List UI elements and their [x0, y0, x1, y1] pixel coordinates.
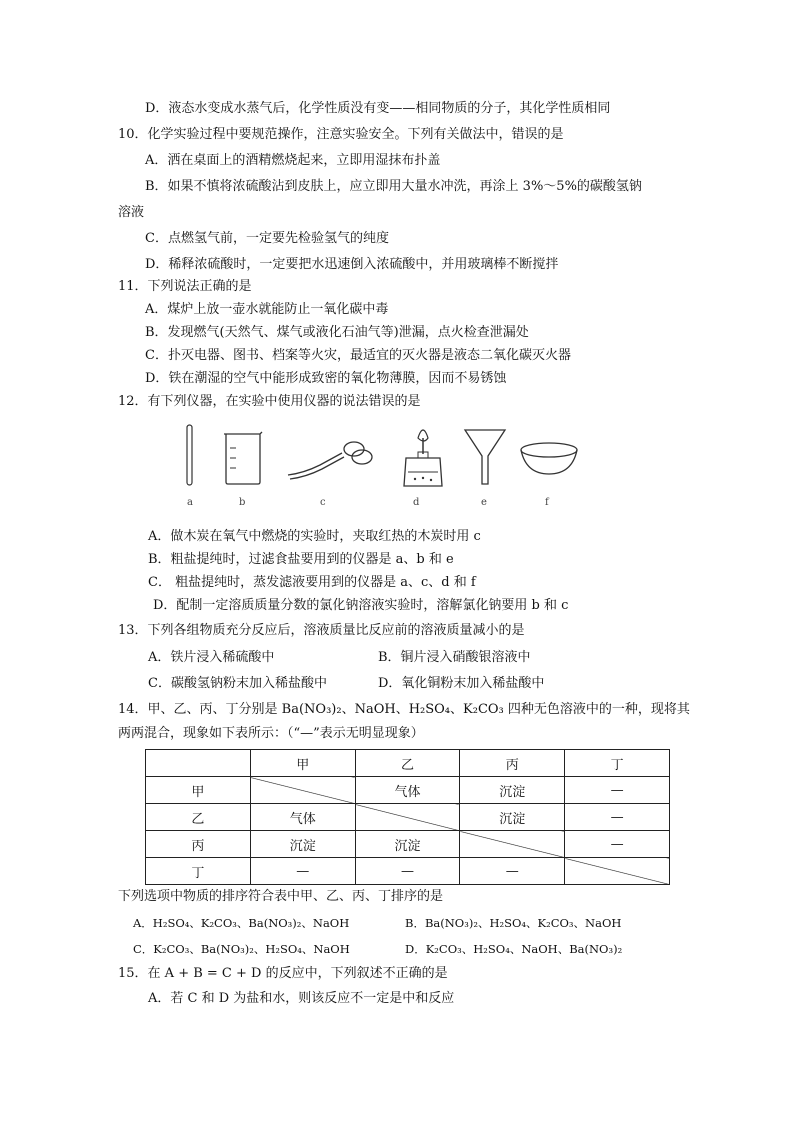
apparatus-label: c	[320, 497, 326, 508]
q12-option-d: D．配制一定溶质质量分数的氯化钠溶液实验时，溶解氯化钠要用 b 和 c	[153, 598, 569, 613]
q12-stem: 12．有下列仪器，在实验中使用仪器的说法错误的是	[118, 394, 421, 409]
diagonal-cell	[460, 831, 565, 858]
mixing-results-table	[145, 749, 670, 885]
beaker-icon	[218, 430, 268, 486]
glass-rod-icon	[180, 423, 200, 489]
q12-option-a: A．做木炭在氧气中燃烧的实验时，夹取红热的木炭时用 c	[148, 529, 481, 544]
q13-option-a: A．铁片浸入稀硫酸中	[148, 650, 275, 665]
diagonal-cell	[355, 804, 460, 831]
q10-option-b-cont: 溶液	[118, 205, 145, 220]
q14-option-c: C．K₂CO₃、Ba(NO₃)₂、H₂SO₄、NaOH	[133, 942, 350, 956]
table-row	[146, 858, 670, 885]
table-header-cell: 乙	[355, 750, 460, 777]
table-cell: —	[565, 831, 670, 858]
table-row	[146, 777, 670, 804]
q14-option-a: A．H₂SO₄、K₂CO₃、Ba(NO₃)₂、NaOH	[133, 916, 350, 930]
apparatus-label: a	[187, 497, 193, 508]
table-row-header: 丁	[146, 858, 251, 885]
table-header-row	[146, 750, 670, 777]
crucible-tongs-icon	[284, 433, 376, 481]
q14-option-b: B．Ba(NO₃)₂、H₂SO₄、K₂CO₃、NaOH	[405, 916, 622, 930]
table-header-cell: 丁	[565, 750, 670, 777]
table-cell: 沉淀	[460, 777, 565, 804]
q12-option-c: C． 粗盐提纯时，蒸发滤液要用到的仪器是 a、c、d 和 f	[148, 575, 476, 590]
q11-option-d: D．铁在潮湿的空气中能形成致密的氧化物薄膜，因而不易锈蚀	[145, 371, 507, 386]
table-header-cell: 丙	[460, 750, 565, 777]
q14-stem-cont: 两两混合，现象如下表所示：（“—”表示无明显现象）	[118, 726, 424, 741]
apparatus-label: b	[239, 497, 246, 508]
apparatus-label: f	[545, 497, 549, 508]
table-cell: 沉淀	[460, 804, 565, 831]
apparatus-label: e	[481, 497, 487, 508]
q12-option-b: B．粗盐提纯时，过滤食盐要用到的仪器是 a、b 和 e	[148, 552, 454, 567]
q13-option-c: C．碳酸氢钠粉末加入稀盐酸中	[148, 676, 327, 691]
diagonal-cell	[565, 858, 670, 885]
alcohol-lamp-icon	[398, 420, 448, 492]
table-cell: 沉淀	[250, 831, 355, 858]
diagonal-cell	[250, 777, 355, 804]
q11-option-b: B．发现燃气(天然气、煤气或液化石油气等)泄漏，点火检查泄漏处	[145, 325, 529, 340]
table-cell: 气体	[355, 777, 460, 804]
q14-stem: 14．甲、乙、丙、丁分别是 Ba(NO₃)₂、NaOH、H₂SO₄、K₂CO₃ 四种无色溶液中的一种，现将其	[118, 702, 690, 717]
table-cell: —	[250, 858, 355, 885]
table-header-cell	[146, 750, 251, 777]
q14-question: 下列选项中物质的排序符合表中甲、乙、丙、丁排序的是	[118, 889, 444, 904]
table-cell: —	[565, 804, 670, 831]
q13-option-d: D．氧化铜粉末加入稀盐酸中	[378, 676, 545, 691]
q11-option-c: C．扑灭电器、图书、档案等火灾，最适宜的灭火器是液态二氧化碳灭火器	[145, 348, 571, 363]
table-row	[146, 831, 670, 858]
q10-stem: 10．化学实验过程中要规范操作，注意实验安全。下列有关做法中，错误的是	[118, 127, 564, 142]
table-row	[146, 804, 670, 831]
q15-stem: 15．在 A + B = C + D 的反应中，下列叙述不正确的是	[118, 966, 448, 981]
table-cell: 沉淀	[355, 831, 460, 858]
table-row-header: 丙	[146, 831, 251, 858]
table-header-cell: 甲	[250, 750, 355, 777]
table-cell: —	[460, 858, 565, 885]
q11-option-a: A．煤炉上放一壶水就能防止一氧化碳中毒	[145, 302, 389, 317]
apparatus-label: d	[413, 497, 420, 508]
table-cell: —	[355, 858, 460, 885]
q11-stem: 11．下列说法正确的是	[118, 279, 252, 294]
q13-stem: 13．下列各组物质充分反应后，溶液质量比反应前的溶液质量减小的是	[118, 623, 525, 638]
q10-option-b: B．如果不慎将浓硫酸沾到皮肤上，应立即用大量水冲洗，再涂上 3%～5%的碳酸氢钠	[145, 179, 642, 194]
funnel-icon	[462, 426, 508, 486]
q10-option-d: D．稀释浓硫酸时，一定要把水迅速倒入浓硫酸中，并用玻璃棒不断搅拌	[145, 257, 559, 272]
table-row-header: 乙	[146, 804, 251, 831]
table-cell: —	[565, 777, 670, 804]
table-row-header: 甲	[146, 777, 251, 804]
q13-option-b: B．铜片浸入硝酸银溶液中	[378, 650, 531, 665]
q14-option-d: D．K₂CO₃、H₂SO₄、NaOH、Ba(NO₃)₂	[405, 942, 623, 956]
q10-option-a: A．洒在桌面上的酒精燃烧起来，立即用湿抹布扑盖	[145, 153, 441, 168]
table-cell: 气体	[250, 804, 355, 831]
q15-option-a: A．若 C 和 D 为盐和水，则该反应不一定是中和反应	[148, 991, 455, 1006]
q10-option-c: C．点燃氢气前，一定要先检验氢气的纯度	[145, 231, 389, 246]
q9-option-d: D．液态水变成水蒸气后，化学性质没有变——相同物质的分子，其化学性质相同	[145, 101, 611, 116]
evaporating-dish-icon	[518, 440, 580, 478]
